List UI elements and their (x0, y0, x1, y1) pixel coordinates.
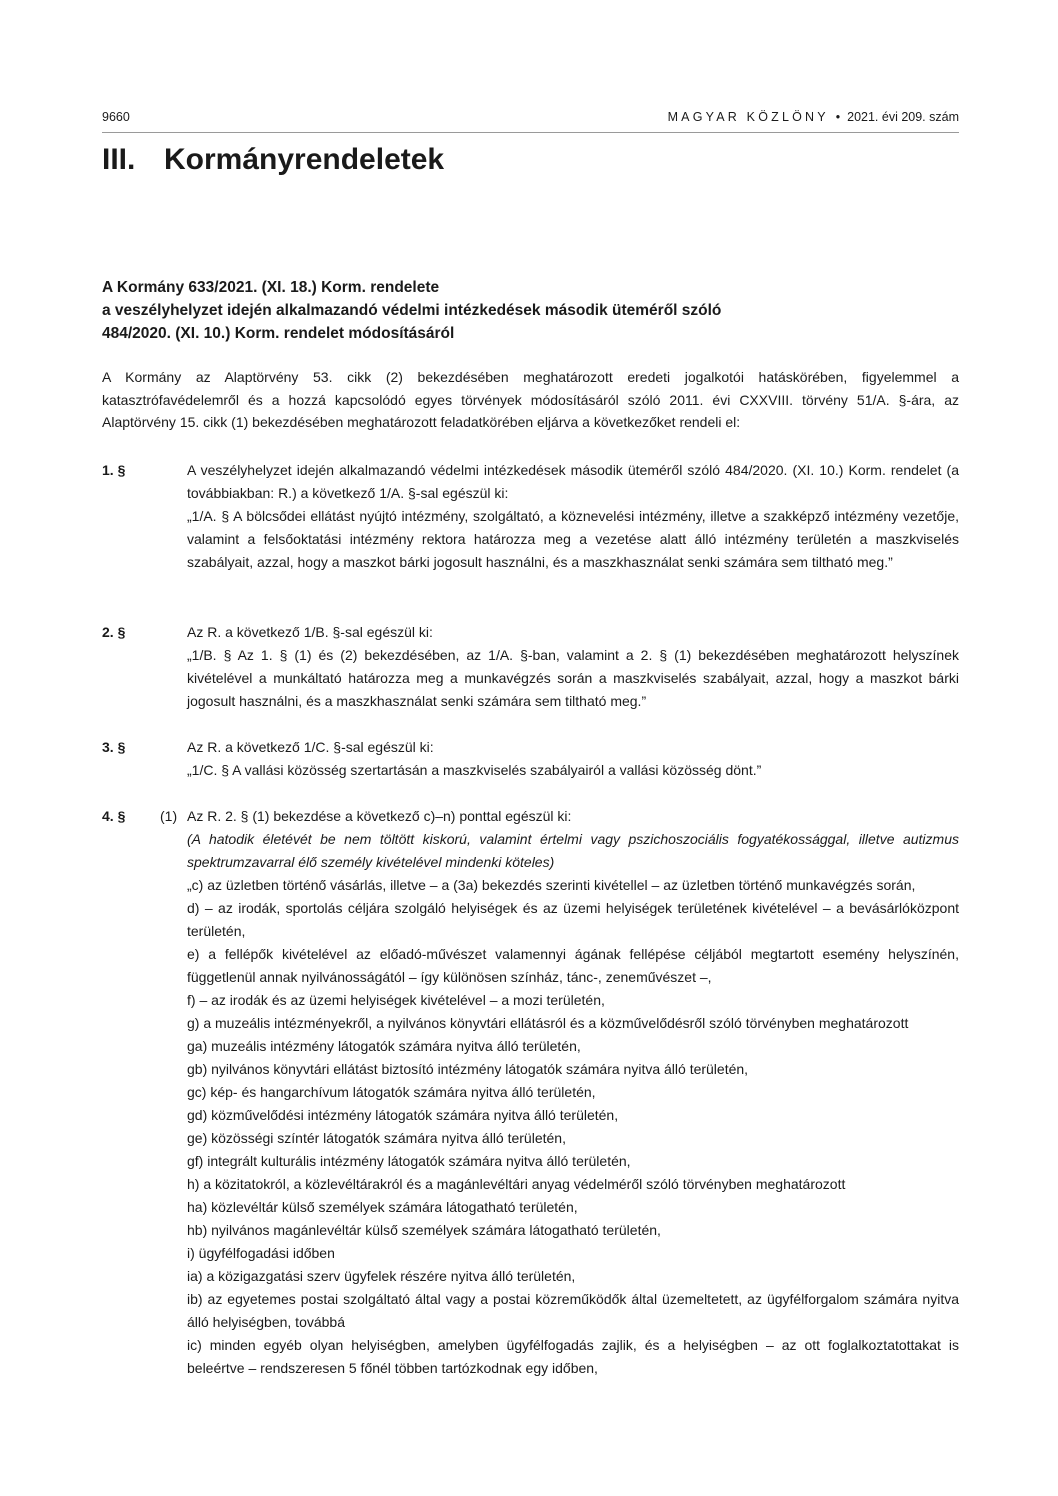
paragraph-text: A veszélyhelyzet idején alkalmazandó védelmi intézkedések második üteméről szóló 484/2020. (XI. 10.) Korm. rendelet (a továbbiakban: R.) a következő 1/A. §-sal egészül ki: (187, 462, 959, 501)
paragraph-number: 1. § (102, 462, 126, 478)
header-separator: • (835, 110, 841, 124)
section-title: Kormányrendeletek (164, 143, 445, 176)
paragraph-1 (102, 459, 959, 574)
section-heading (102, 143, 444, 177)
page-header (102, 108, 959, 133)
list-item: ic) minden egyéb olyan helyiségben, amelyben ügyfélfogadás zajlik, és a helyiségben – az ott foglalkoztatottakat is beleértve – rendszeresen 5 főnél többen tartózkodnak egy időben, (187, 1337, 959, 1376)
section-number: III. (102, 143, 136, 176)
paragraph-text: Az R. a következő 1/C. §-sal egészül ki: (187, 739, 434, 755)
list-item: gd) közművelődési intézmény látogatók számára nyitva álló területén, (187, 1107, 619, 1123)
paragraph-number: 2. § (102, 624, 126, 640)
list-item: ha) közlevéltár külső személyek számára látogatható területén, (187, 1199, 578, 1215)
paragraph-number: 4. § (102, 808, 126, 824)
list-item: ge) közösségi színtér látogatók számára nyitva álló területén, (187, 1130, 566, 1146)
subsection-number: (1) (160, 808, 178, 824)
paragraph-3 (102, 736, 959, 782)
issue-number: 2021. évi 209. szám (847, 110, 959, 124)
decree-title-line: a veszélyhelyzet idején alkalmazandó védelmi intézkedések második üteméről szóló (102, 302, 722, 319)
list-item: d) – az irodák, sportolás céljára szolgáló helyiségek és az üzemi helyiségek területének kivételével – a bevásárlóközpont területén, (187, 900, 959, 939)
paragraph-number: 3. § (102, 739, 126, 755)
list-item: f) – az irodák és az üzemi helyiségek kivételével – a mozi területén, (187, 992, 605, 1008)
paragraph-text: Az R. 2. § (1) bekezdése a következő c)–n) ponttal egészül ki: (187, 808, 572, 824)
publication-info (668, 110, 959, 124)
page-number: 9660 (102, 110, 130, 124)
quoted-amendment: „1/B. § Az 1. § (1) és (2) bekezdésében, az 1/A. §-ban, valamint a 2. § (1) bekezdésében meghatározott helyszínek kivételével a munkáltató határozza meg a munkavégzés során a maszkviselés szabályait, azzal, hogy a maszkot bárki jogosult használni, és a maszkhasználat senki számára sem tiltható meg.” (187, 647, 959, 709)
list-item: gb) nyilvános könyvtári ellátást biztosító intézmény látogatók számára nyitva álló területén, (187, 1061, 749, 1077)
list-item: ga) muzeális intézmény látogatók számára nyitva álló területén, (187, 1038, 581, 1054)
list-item: gc) kép- és hangarchívum látogatók számára nyitva álló területén, (187, 1084, 596, 1100)
list-item: g) a muzeális intézményekről, a nyilvános könyvtári ellátásról és a közművelődésről szóló törvényben meghatározott (187, 1015, 909, 1031)
decree-title-line: A Kormány 633/2021. (XI. 18.) Korm. rendelete (102, 279, 440, 296)
quoted-amendment: „1/A. § A bölcsődei ellátást nyújtó intézmény, szolgáltató, a köznevelési intézmény, illetve a szakképző intézmény vezetője, valamint a felsőoktatási intézmény rektora határozza meg a vezetése alatt álló intézmény területén a maszkviselés szabályait, azzal, hogy a maszkot bárki jogosult használni, és a maszkhasználat senki számára sem tiltható meg.” (187, 508, 959, 570)
list-item: ib) az egyetemes postai szolgáltató által vagy a postai közreműködők által üzemeltetett, az ügyfélforgalom számára nyitva álló helyiségben, továbbá (187, 1291, 959, 1330)
list-item: h) a közitatokról, a közlevéltárakról és a magánlevéltári anyag védelméről szóló törvényben meghatározott (187, 1176, 846, 1192)
list-item: e) a fellépők kivételével az előadó-művészet valamennyi ágának fellépése céljából megtartott esemény helyszínén, függetlenül annak nyilvánosságától – így különösen színház, tánc-, zeneművészet –, (187, 946, 959, 985)
paragraph-2 (102, 621, 959, 713)
context-note: (A hatodik életévét be nem töltött kiskorú, valamint értelmi vagy pszichoszociális fogyatékossággal, illetve autizmus spektrumzavarral élő személy kivételével mindenki köteles) (187, 831, 959, 870)
list-item: gf) integrált kulturális intézmény látogatók számára nyitva álló területén, (187, 1153, 631, 1169)
decree-title-line: 484/2020. (XI. 10.) Korm. rendelet módosításáról (102, 325, 455, 342)
paragraph-text: Az R. a következő 1/B. §-sal egészül ki: (187, 624, 433, 640)
preamble: A Kormány az Alaptörvény 53. cikk (2) bekezdésében meghatározott eredeti jogalkotói hatáskörében, figyelemmel a katasztrófavédelemről és a hozzá kapcsolódó egyes törvények módosításáról szóló 2011. évi CXXVIII. törvény 51/A. §-ára, az Alaptörvény 15. cikk (1) bekezdésében meghatározott feladatkörében eljárva a következőket rendeli el: (102, 369, 959, 430)
publication-name: MAGYAR KÖZLÖNY (667, 110, 829, 124)
paragraph-4 (102, 805, 959, 1380)
list-item: „c) az üzletben történő vásárlás, illetve – a (3a) bekezdés szerinti kivétellel – az üzletben történő munkavégzés során, (187, 877, 916, 893)
list-item: hb) nyilvános magánlevéltár külső személyek számára látogatható területén, (187, 1222, 661, 1238)
list-item: i) ügyfélfogadási időben (187, 1245, 335, 1261)
decree-title (102, 276, 962, 345)
quoted-amendment: „1/C. § A vallási közösség szertartásán a maszkviselés szabályairól a vallási közösség dönt.” (187, 762, 762, 778)
list-item: ia) a közigazgatási szerv ügyfelek részére nyitva álló területén, (187, 1268, 576, 1284)
